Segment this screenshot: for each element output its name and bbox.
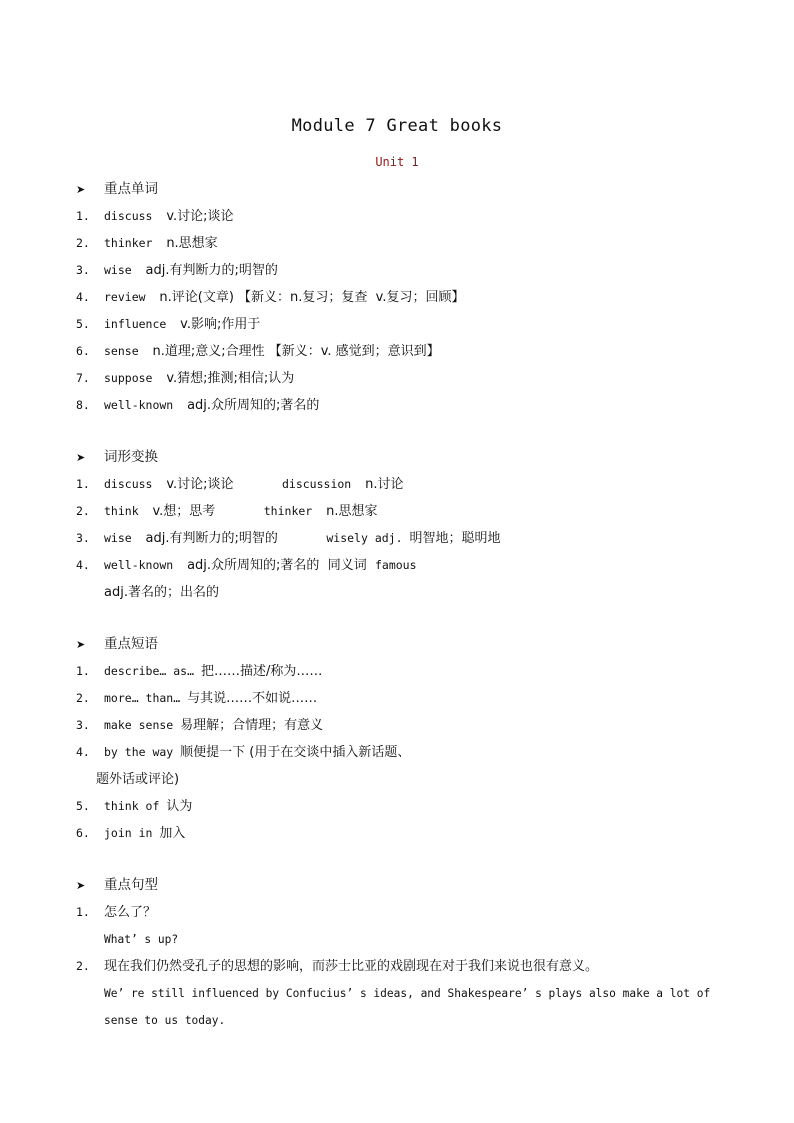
item-chinese-derived: n.讨论 [365, 477, 404, 492]
item-chinese: n.道理;意义;合理性 【新义：v. 感觉到；意识到】 [152, 344, 440, 359]
section-heading [76, 631, 726, 658]
arrowhead-bullet-icon: ➤ [76, 451, 86, 464]
unit-subtitle: Unit 1 [375, 155, 419, 169]
list-item [76, 284, 726, 311]
list-item [76, 712, 726, 739]
item-chinese: v.影响;作用于 [180, 317, 261, 332]
item-continuation: adj.著名的；出名的 [104, 585, 219, 600]
item-english: discuss [104, 209, 167, 223]
item-number: 7. [76, 371, 90, 385]
item-chinese: v.想；思考 [152, 504, 216, 519]
list-item [76, 793, 726, 820]
item-number: 3. [76, 531, 90, 545]
list-item [76, 392, 726, 419]
item-number: 4. [76, 745, 90, 759]
list-item [76, 203, 726, 230]
section-heading-label: 重点短语 [104, 636, 158, 652]
item-number: 2. [76, 691, 90, 705]
item-chinese: 加入 [159, 826, 186, 841]
item-number: 5. [76, 317, 90, 331]
item-number: 5. [76, 799, 90, 813]
arrowhead-bullet-icon: ➤ [76, 183, 86, 196]
item-english: by the way [104, 745, 181, 759]
item-english: thinker [104, 236, 167, 250]
list-item [76, 257, 726, 284]
section-key-sentences [76, 872, 726, 1034]
sentence-chinese: 现在我们仍然受孔子的思想的影响，而莎士比亚的戏剧现在对于我们来说也很有意义。 [104, 959, 599, 974]
arrowhead-bullet-icon: ➤ [76, 638, 86, 651]
list-item [76, 525, 726, 552]
section-key-words [76, 176, 726, 419]
item-number: 6. [76, 344, 90, 358]
item-number: 2. [76, 959, 90, 973]
list-item [76, 365, 726, 392]
item-chinese: adj.有判断力的;明智的 [145, 263, 278, 278]
item-english: review [104, 290, 160, 304]
item-continuation: 题外话或评论) [96, 772, 180, 787]
item-number: 6. [76, 826, 90, 840]
item-chinese: adj.众所周知的;著名的 同义词 [187, 558, 375, 573]
arrowhead-bullet-icon: ➤ [76, 879, 86, 892]
sentence-english: What’ s up? [104, 933, 179, 946]
item-chinese: 认为 [166, 799, 193, 814]
section-heading [76, 176, 726, 203]
section-heading-label: 重点单词 [104, 181, 158, 197]
item-number: 1. [76, 664, 90, 678]
list-item [76, 739, 726, 766]
section-heading-label: 重点句型 [104, 877, 158, 893]
item-number: 4. [76, 290, 90, 304]
item-chinese-derived: 明智地；聪明地 [409, 531, 501, 546]
item-number: 2. [76, 504, 90, 518]
page-title: Module 7 Great books [291, 116, 503, 136]
item-english: influence [104, 317, 181, 331]
item-english: make sense [104, 718, 181, 732]
item-chinese: v.猜想;推测;相信;认为 [166, 371, 295, 386]
section-heading-label: 词形变换 [104, 449, 158, 465]
item-english: wise [104, 531, 146, 545]
item-chinese: 把……描述/称为…… [200, 664, 323, 679]
item-number: 3. [76, 263, 90, 277]
item-english: well-known [104, 398, 188, 412]
item-chinese: n.评论(文章) 【新义：n.复习；复查 v.复习；回顾】 [159, 290, 465, 305]
item-number: 8. [76, 398, 90, 412]
item-chinese: 顺便提一下 (用于在交谈中插入新话题、 [180, 745, 411, 760]
list-item [76, 552, 726, 579]
item-chinese: adj.众所周知的;著名的 [187, 398, 320, 413]
item-english: join in [104, 826, 160, 840]
item-english: describe… as… [104, 664, 201, 678]
item-number: 4. [76, 558, 90, 572]
item-number: 1. [76, 905, 90, 919]
item-chinese: 易理解；合情理；有意义 [180, 718, 324, 733]
item-english: discuss [104, 477, 167, 491]
item-english-derived: wisely adj. [277, 531, 410, 545]
item-english: think [104, 504, 153, 518]
item-english: think of [104, 799, 167, 813]
list-item [76, 471, 726, 498]
sentence-chinese: 怎么了？ [104, 905, 157, 920]
item-number: 3. [76, 718, 90, 732]
item-english-derived: thinker [215, 504, 327, 518]
list-item [76, 899, 726, 926]
item-english: more… than… [104, 691, 188, 705]
item-chinese: 与其说……不如说…… [187, 691, 318, 706]
item-english-derived: famous [374, 558, 417, 572]
sentence-english: We’ re still influenced by Confucius’ s ideas, and Shakespeare’ s plays also make a lot of sense to us today. [104, 987, 717, 1027]
item-number: 2. [76, 236, 90, 250]
list-item [76, 658, 726, 685]
item-english: sense [104, 344, 153, 358]
item-chinese: adj.有判断力的;明智的 [145, 531, 278, 546]
item-english: suppose [104, 371, 167, 385]
item-number: 1. [76, 477, 90, 491]
item-chinese: v.讨论;谈论 [166, 477, 234, 492]
item-chinese: n.思想家 [166, 236, 218, 251]
section-heading [76, 444, 726, 471]
list-item [76, 311, 726, 338]
item-number: 1. [76, 209, 90, 223]
list-item [76, 820, 726, 847]
list-item [76, 498, 726, 525]
item-chinese-derived: n.思想家 [326, 504, 378, 519]
item-english: well-known [104, 558, 188, 572]
item-chinese: v.讨论;谈论 [166, 209, 234, 224]
section-word-forms [76, 444, 726, 606]
list-item [76, 953, 726, 980]
item-english-derived: discussion [233, 477, 366, 491]
list-item [76, 338, 726, 365]
document-content [76, 176, 726, 1059]
item-english: wise [104, 263, 146, 277]
section-key-phrases [76, 631, 726, 847]
section-heading [76, 872, 726, 899]
list-item [76, 685, 726, 712]
list-item [76, 230, 726, 257]
